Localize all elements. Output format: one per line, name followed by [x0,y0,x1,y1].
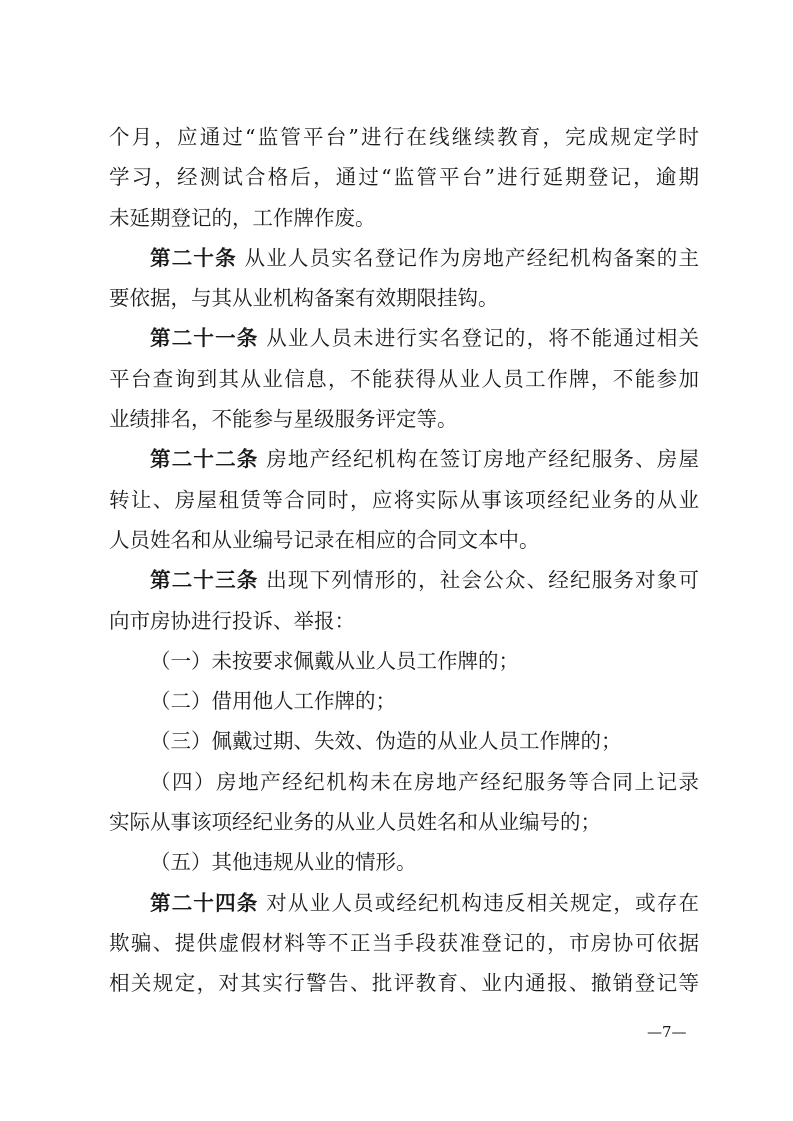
text-line [109,238,699,278]
article-text: 对从业人员或经纪机构违反相关规定，或存在 [266,890,699,915]
text-line: （四）房地产经纪机构未在房地产经纪服务等合同上记录 [150,769,699,794]
text-line: 实际从事该项经纪业务的从业人员姓名和从业编号的； [109,810,601,835]
text-line: （五）其他违规从业的情形。 [150,850,417,875]
text-line: 业绩排名，不能参与星级服务评定等。 [109,407,458,432]
text-line [109,318,699,358]
text-line: 学习，经测试合格后，通过“监管平台”进行延期登记，逾期 [109,165,699,190]
article-21 [109,318,699,439]
text-line: 向市房协进行投诉、举报： [109,608,355,633]
page-number: —7— [647,1023,687,1041]
list-item [109,681,699,721]
list-item [109,762,699,843]
text-line: 个月，应通过“监管平台”进行在线继续教育，完成规定学时 [109,125,699,149]
list-item [109,842,699,882]
article-text: 从业人员实名登记作为房地产经纪机构备案的主 [244,245,699,270]
article-text: 从业人员未进行实名登记的，将不能通过相关 [266,326,699,351]
article-23 [109,560,699,641]
text-line: 未延期登记的，工作牌作废。 [109,205,376,230]
paragraph-continuation [109,117,699,238]
text-line [109,439,699,479]
article-text: 出现下列情形的，社会公众、经纪服务对象可 [266,568,699,593]
text-line: 欺骗、提供虚假材料等不正当手段获准登记的，市房协可依据 [109,930,699,955]
text-line: 人员姓名和从业编号记录在相应的合同文本中。 [109,527,540,552]
text-line [109,560,699,600]
document-body [109,117,699,1004]
article-heading: 第二十二条 [150,447,259,472]
article-heading: 第二十四条 [150,890,259,915]
article-22 [109,439,699,560]
article-heading: 第二十一条 [150,326,259,351]
article-heading: 第二十条 [150,245,237,270]
text-line: 平台查询到其从业信息，不能获得从业人员工作牌，不能参加 [109,366,699,391]
article-20 [109,238,699,319]
text-line [109,883,699,923]
list-item [109,641,699,681]
article-24 [109,883,699,1004]
text-line: 转让、房屋租赁等合同时，应将实际从事该项经纪业务的从业 [109,487,699,512]
text-line: （一）未按要求佩戴从业人员工作牌的； [150,648,519,673]
list-item [109,721,699,761]
text-line: （二）借用他人工作牌的； [150,689,396,714]
text-line: （三）佩戴过期、失效、伪造的从业人员工作牌的； [150,729,622,754]
text-line: 相关规定，对其实行警告、批评教育、业内通报、撤销登记等 [109,971,699,996]
text-line: 要依据，与其从业机构备案有效期限挂钩。 [109,286,499,311]
article-text: 房地产经纪机构在签订房地产经纪服务、房屋 [266,447,699,472]
article-heading: 第二十三条 [150,568,259,593]
